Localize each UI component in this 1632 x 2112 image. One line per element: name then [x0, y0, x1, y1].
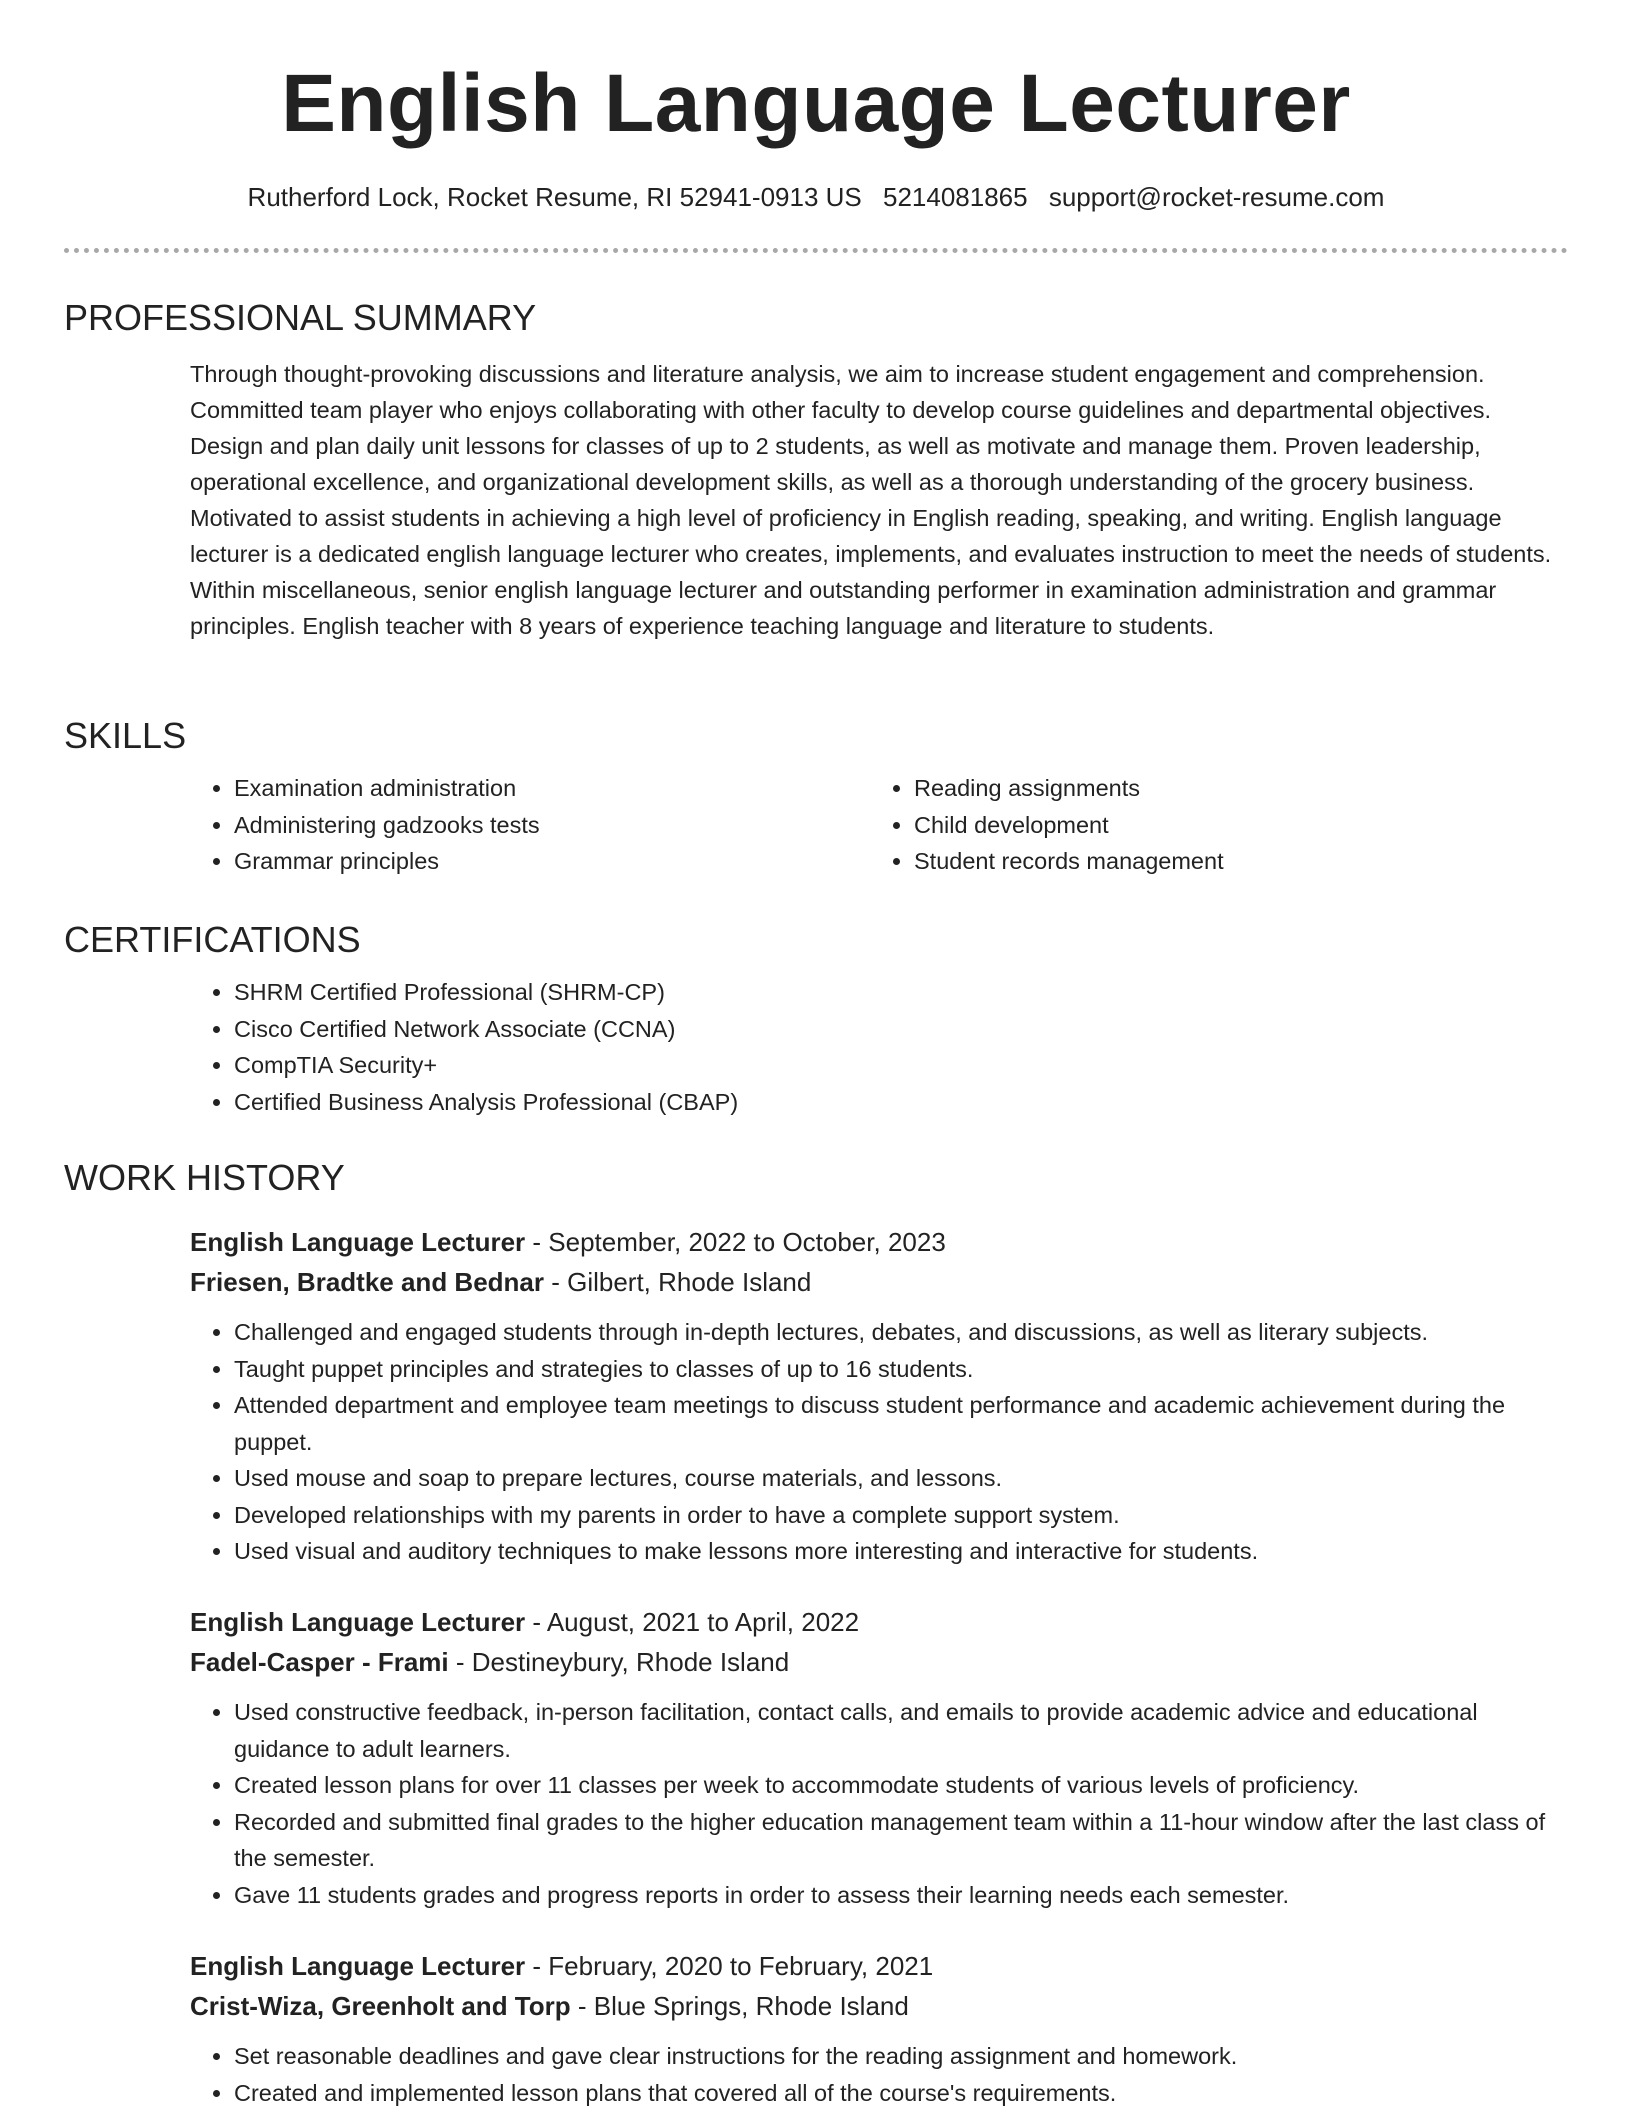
job-location: - Gilbert, Rhode Island — [544, 1267, 812, 1297]
job-company-line — [190, 1986, 1568, 2026]
job-title-line — [190, 1602, 1568, 1642]
job-entry — [190, 1946, 1568, 2111]
job-bullet: • Developed relationships with my parents in order to have a complete support system. — [234, 1497, 1568, 1534]
job-bullet: • Created and implemented lesson plans that covered all of the course's requirements. — [234, 2075, 1568, 2112]
job-title-line — [190, 1946, 1568, 1986]
certifications-heading: CERTIFICATIONS — [64, 919, 361, 960]
resume-page — [64, 0, 1568, 2106]
certifications-list — [190, 974, 1568, 1120]
job-dates: - February, 2020 to February, 2021 — [525, 1951, 934, 1981]
job-company-line — [190, 1642, 1568, 1682]
job-bullet: • Recorded and submitted final grades to the higher education management team within a 11-hour window after the last class of the semester. — [234, 1804, 1568, 1877]
work-history-section — [64, 1156, 1568, 1200]
contact-address: Rutherford Lock, Rocket Resume, RI 52941-0913 US — [247, 182, 862, 212]
job-bullet: • Set reasonable deadlines and gave clear instructions for the reading assignment and homework. — [234, 2038, 1568, 2075]
job-bullets — [190, 1314, 1568, 1570]
contact-phone: 5214081865 — [882, 182, 1028, 212]
job-company: Crist-Wiza, Greenholt and Torp — [190, 1991, 571, 2021]
skill-item: • Child development — [914, 807, 1550, 844]
resume-name: English Language Lecturer — [281, 58, 1351, 149]
job-bullet: • Gave 11 students grades and progress reports in order to assess their learning needs each semester. — [234, 1877, 1568, 1914]
work-history-heading: WORK HISTORY — [64, 1157, 345, 1198]
job-bullet: • Challenged and engaged students through in-depth lectures, debates, and discussions, as well as literary subjects. — [234, 1314, 1568, 1351]
job-dates: - September, 2022 to October, 2023 — [525, 1227, 946, 1257]
skill-item: • Reading assignments — [914, 770, 1550, 807]
job-bullet: • Used visual and auditory techniques to make lessons more interesting and interactive for students. — [234, 1533, 1568, 1570]
job-company: Fadel-Casper - Frami — [190, 1647, 449, 1677]
contact-line — [64, 180, 1568, 214]
job-dates: - August, 2021 to April, 2022 — [525, 1607, 860, 1637]
job-bullet: • Created lesson plans for over 11 classes per week to accommodate students of various levels of proficiency. — [234, 1767, 1568, 1804]
job-title: English Language Lecturer — [190, 1607, 526, 1637]
job-title-line — [190, 1222, 1568, 1262]
job-bullet: • Used mouse and soap to prepare lectures, course materials, and lessons. — [234, 1460, 1568, 1497]
certification-item: • Certified Business Analysis Professional (CBAP) — [234, 1084, 1568, 1121]
certification-item: • CompTIA Security+ — [234, 1047, 1568, 1084]
skill-item: • Administering gadzooks tests — [234, 807, 870, 844]
job-entry — [190, 1602, 1568, 1913]
skills-heading: SKILLS — [64, 715, 187, 756]
job-company-line — [190, 1262, 1568, 1302]
job-bullet: • Taught puppet principles and strategies to classes of up to 16 students. — [234, 1351, 1568, 1388]
summary-heading: PROFESSIONAL SUMMARY — [64, 297, 537, 338]
job-bullets — [190, 2038, 1568, 2111]
summary-section — [64, 296, 1568, 644]
skills-list-left — [190, 770, 870, 880]
summary-text: Through thought-provoking discussions and literature analysis, we aim to increase student engagement and comprehension. Committed team player who enjoys collaborating with other faculty to develop course guidelines and departmental objectives. Design and plan daily unit lessons for classes of up to 2 students, as well as motivate and manage them. Proven leadership, operational excellence, and organizational development skills, as well as a thorough understanding of the grocery business. Motivated to assist students in achieving a high level of proficiency in English reading, speaking, and writing. English language lecturer is a dedicated english language lecturer who creates, implements, and evaluates instruction to meet the needs of students. Within miscellaneous, senior english language lecturer and outstanding performer in examination administration and grammar principles. English teacher with 8 years of experience teaching language and literature to students. — [190, 361, 1552, 639]
job-title: English Language Lecturer — [190, 1227, 526, 1257]
job-entry — [190, 1222, 1568, 1570]
header-divider — [64, 248, 1568, 253]
skill-item: • Examination administration — [234, 770, 870, 807]
skill-item: • Grammar principles — [234, 843, 870, 880]
certifications-section — [64, 918, 1568, 1120]
certification-item: • SHRM Certified Professional (SHRM-CP) — [234, 974, 1568, 1011]
skills-list-right — [870, 770, 1550, 880]
job-location: - Destineybury, Rhode Island — [448, 1647, 790, 1677]
job-bullet: • Used constructive feedback, in-person facilitation, contact calls, and emails to provide academic advice and educational guidance to adult learners. — [234, 1694, 1568, 1767]
job-bullets — [190, 1694, 1568, 1913]
job-title: English Language Lecturer — [190, 1951, 526, 1981]
job-company: Friesen, Bradtke and Bednar — [190, 1267, 544, 1297]
certification-item: • Cisco Certified Network Associate (CCNA) — [234, 1011, 1568, 1048]
job-bullet: • Attended department and employee team meetings to discuss student performance and academic achievement during the puppet. — [234, 1387, 1568, 1460]
skills-section — [64, 714, 1568, 880]
skill-item: • Student records management — [914, 843, 1550, 880]
job-location: - Blue Springs, Rhode Island — [570, 1991, 909, 2021]
contact-email: support@rocket-resume.com — [1048, 182, 1385, 212]
